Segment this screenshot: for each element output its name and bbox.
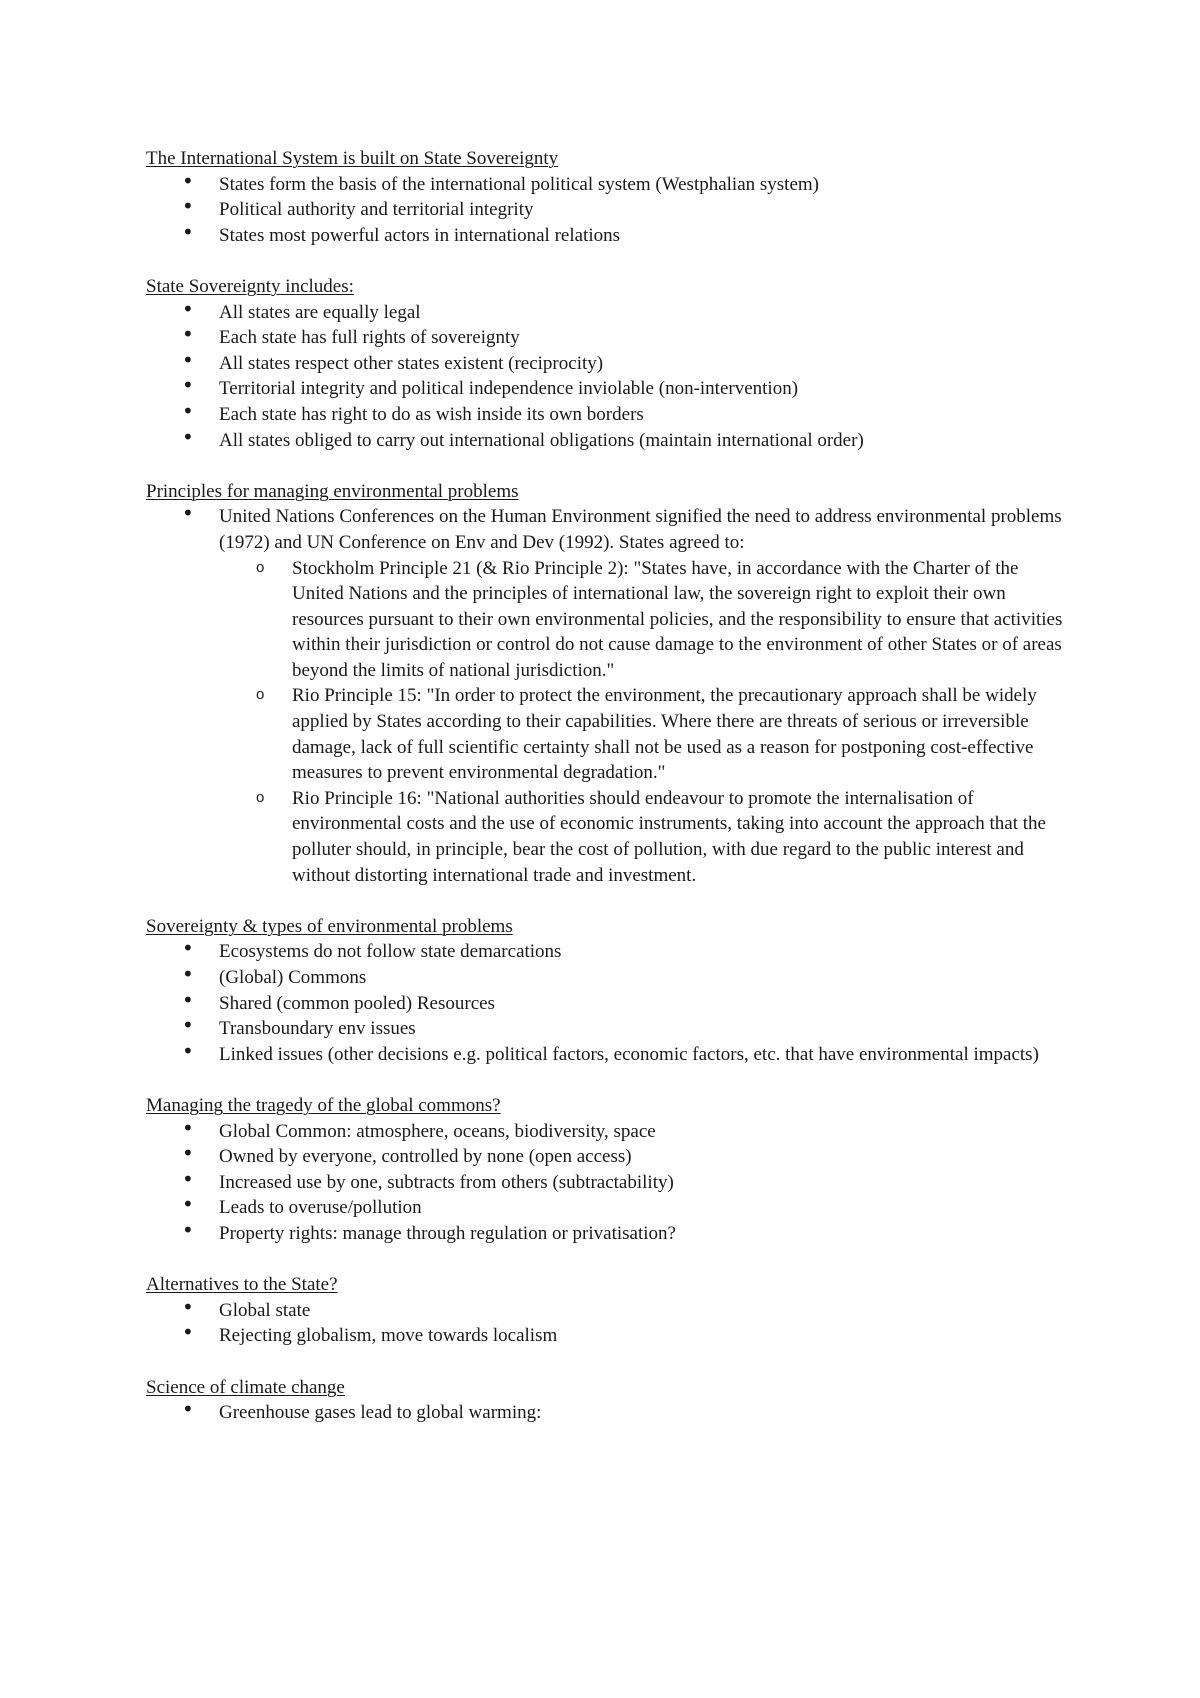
- sub-list-item: o Stockholm Principle 21 (& Rio Principle 2): "States have, in accordance with the Charter of the United Nations and the principles of international law, the sovereign right to exploit their own resources pursuant to their own environmental policies, and the responsibility to ensure that activities within their jurisdiction or control do not cause damage to the environment of other States or of areas beyond the limits of national jurisdiction.": [146, 556, 1066, 684]
- bullet-list: [146, 300, 1066, 454]
- list-item: • Linked issues (other decisions e.g. political factors, economic factors, etc. that have environmental impacts): [146, 1042, 1066, 1068]
- list-item: • States most powerful actors in international relations: [146, 223, 1066, 249]
- list-item: • Leads to overuse/pollution: [146, 1195, 1066, 1221]
- section-heading: The International System is built on State Sovereignty: [146, 148, 559, 169]
- section-heading: Alternatives to the State?: [146, 1274, 338, 1296]
- bullet-list: [146, 504, 1066, 888]
- list-item: • Rejecting globalism, move towards localism: [146, 1323, 1066, 1349]
- bullet-list: [146, 939, 1066, 1067]
- section-heading: Managing the tragedy of the global commons?: [146, 1094, 501, 1116]
- list-item: • Property rights: manage through regulation or privatisation?: [146, 1221, 1066, 1247]
- list-item: [146, 504, 1066, 888]
- list-item: • All states are equally legal: [146, 300, 1066, 326]
- section-global-commons: [146, 1093, 1066, 1247]
- list-item: • Shared (common pooled) Resources: [146, 991, 1066, 1017]
- section-heading: Sovereignty & types of environmental problems: [146, 915, 513, 937]
- list-item-text: United Nations Conferences on the Human Environment signified the need to address environmental problems (1972) and UN Conference on Env and Dev (1992). States agreed to:: [219, 506, 1062, 553]
- section-international-system: [146, 146, 1066, 248]
- list-item: • Global state: [146, 1298, 1066, 1324]
- document-page: [146, 146, 1066, 1451]
- list-item: • Global Common: atmosphere, oceans, biodiversity, space: [146, 1119, 1066, 1145]
- section-heading: Science of climate change: [146, 1376, 345, 1398]
- bullet-list: [146, 1119, 1066, 1247]
- sub-list-item: o Rio Principle 15: "In order to protect the environment, the precautionary approach shall be widely applied by States according to their capabilities. Where there are threats of serious or irreversible damage, lack of full scientific certainty shall not be used as a reason for postponing cost-effective measures to prevent environmental degradation.": [146, 683, 1066, 785]
- list-item: • Each state has full rights of sovereignty: [146, 325, 1066, 351]
- list-item: • Greenhouse gases lead to global warming:: [146, 1400, 1066, 1426]
- list-item: • Ecosystems do not follow state demarcations: [146, 939, 1066, 965]
- list-item: • All states obliged to carry out international obligations (maintain international order): [146, 428, 1066, 454]
- section-alternatives: [146, 1272, 1066, 1349]
- list-item: • Transboundary env issues: [146, 1016, 1066, 1042]
- bullet-list: [146, 1298, 1066, 1349]
- list-item: • Political authority and territorial integrity: [146, 197, 1066, 223]
- section-state-sovereignty: [146, 274, 1066, 453]
- bullet-list: [146, 172, 1066, 249]
- section-heading: Principles for managing environmental problems: [146, 480, 519, 502]
- section-heading: State Sovereignty includes:: [146, 275, 354, 297]
- section-sovereignty-types: [146, 914, 1066, 1068]
- sub-list-item: o Rio Principle 16: "National authorities should endeavour to promote the internalisation of environmental costs and the use of economic instruments, taking into account the approach that the polluter should, in principle, bear the cost of pollution, with due regard to the public interest and without distorting international trade and investment.: [146, 786, 1066, 888]
- list-item: • States form the basis of the international political system (Westphalian system): [146, 172, 1066, 198]
- section-environmental-principles: [146, 479, 1066, 889]
- list-item: • Increased use by one, subtracts from others (subtractability): [146, 1170, 1066, 1196]
- section-climate-science: [146, 1375, 1066, 1426]
- list-item: • Owned by everyone, controlled by none (open access): [146, 1144, 1066, 1170]
- bullet-list: [146, 1400, 1066, 1426]
- list-item: • All states respect other states existent (reciprocity): [146, 351, 1066, 377]
- list-item: • (Global) Commons: [146, 965, 1066, 991]
- sub-bullet-list: [219, 556, 1066, 889]
- list-item: • Each state has right to do as wish inside its own borders: [146, 402, 1066, 428]
- list-item: • Territorial integrity and political independence inviolable (non-intervention): [146, 376, 1066, 402]
